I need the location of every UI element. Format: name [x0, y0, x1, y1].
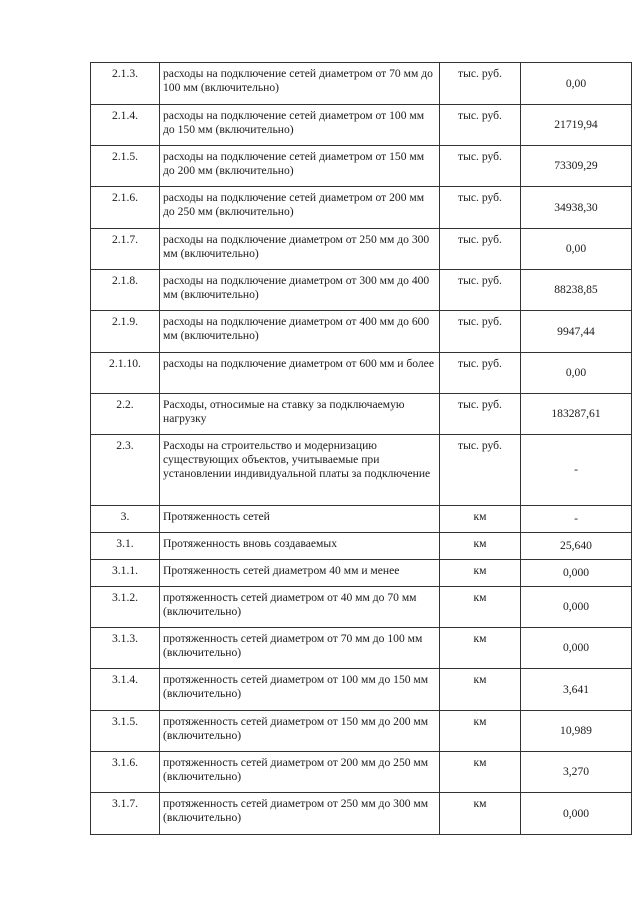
row-unit: км	[440, 506, 521, 533]
table-row	[91, 560, 632, 587]
row-name: Протяженность сетей диаметром 40 мм и менее	[160, 560, 440, 587]
row-unit: км	[440, 711, 521, 752]
row-value: 183287,61	[521, 394, 632, 435]
table-row	[91, 793, 632, 835]
row-name: расходы на подключение сетей диаметром от 100 мм до 150 мм (включительно)	[160, 105, 440, 146]
row-number: 2.1.6.	[91, 187, 160, 229]
table-row	[91, 353, 632, 394]
row-name: протяженность сетей диаметром от 150 мм до 200 мм (включительно)	[160, 711, 440, 752]
row-name: Протяженность сетей	[160, 506, 440, 533]
row-name: Расходы на строительство и модернизацию существующих объектов, учитываемые при установлении индивидуальной платы за подключение	[160, 435, 440, 506]
row-name: расходы на подключение диаметром от 300 мм до 400 мм (включительно)	[160, 270, 440, 311]
row-number: 3.1.1.	[91, 560, 160, 587]
row-unit: тыс. руб.	[440, 146, 521, 187]
row-unit: тыс. руб.	[440, 229, 521, 270]
row-number: 3.1.3.	[91, 628, 160, 669]
row-unit: тыс. руб.	[440, 311, 521, 353]
row-value: 21719,94	[521, 105, 632, 146]
row-unit: тыс. руб.	[440, 353, 521, 394]
row-unit: км	[440, 793, 521, 835]
table-row	[91, 187, 632, 229]
row-unit: тыс. руб.	[440, 105, 521, 146]
row-value: 0,000	[521, 793, 632, 835]
row-value: 0,000	[521, 628, 632, 669]
row-number: 2.2.	[91, 394, 160, 435]
row-name: расходы на подключение сетей диаметром от 150 мм до 200 мм (включительно)	[160, 146, 440, 187]
row-unit: км	[440, 560, 521, 587]
row-unit: км	[440, 587, 521, 628]
row-value: -	[521, 506, 632, 533]
row-unit: тыс. руб.	[440, 270, 521, 311]
row-name: протяженность сетей диаметром от 100 мм до 150 мм (включительно)	[160, 669, 440, 711]
table-row	[91, 146, 632, 187]
row-value: 0,000	[521, 560, 632, 587]
row-value: 0,00	[521, 63, 632, 105]
table-row	[91, 270, 632, 311]
row-name: расходы на подключение сетей диаметром от 200 мм до 250 мм (включительно)	[160, 187, 440, 229]
table-row	[91, 63, 632, 105]
table-row	[91, 533, 632, 560]
row-number: 3.1.2.	[91, 587, 160, 628]
row-value: 3,641	[521, 669, 632, 711]
row-number: 2.1.9.	[91, 311, 160, 353]
row-value: 0,00	[521, 229, 632, 270]
row-number: 2.3.	[91, 435, 160, 506]
row-value: 73309,29	[521, 146, 632, 187]
row-value: -	[521, 435, 632, 506]
row-unit: км	[440, 533, 521, 560]
row-number: 3.1.7.	[91, 793, 160, 835]
table-row	[91, 752, 632, 793]
row-name: протяженность сетей диаметром от 200 мм до 250 мм (включительно)	[160, 752, 440, 793]
row-value: 3,270	[521, 752, 632, 793]
row-number: 3.	[91, 506, 160, 533]
row-number: 3.1.6.	[91, 752, 160, 793]
row-name: протяженность сетей диаметром от 250 мм до 300 мм (включительно)	[160, 793, 440, 835]
table-row	[91, 628, 632, 669]
table-row	[91, 229, 632, 270]
row-value: 9947,44	[521, 311, 632, 353]
row-unit: км	[440, 628, 521, 669]
row-number: 3.1.	[91, 533, 160, 560]
row-name: протяженность сетей диаметром от 40 мм до 70 мм (включительно)	[160, 587, 440, 628]
row-name: расходы на подключение диаметром от 250 мм до 300 мм (включительно)	[160, 229, 440, 270]
table-row	[91, 105, 632, 146]
row-unit: тыс. руб.	[440, 187, 521, 229]
row-number: 3.1.5.	[91, 711, 160, 752]
row-value: 0,00	[521, 353, 632, 394]
row-unit: км	[440, 669, 521, 711]
row-value: 34938,30	[521, 187, 632, 229]
row-name: Протяженность вновь создаваемых	[160, 533, 440, 560]
tariff-table	[90, 62, 632, 835]
row-name: расходы на подключение диаметром от 400 мм до 600 мм (включительно)	[160, 311, 440, 353]
row-value: 88238,85	[521, 270, 632, 311]
row-value: 10,989	[521, 711, 632, 752]
row-name: Расходы, относимые на ставку за подключаемую нагрузку	[160, 394, 440, 435]
row-name: расходы на подключение сетей диаметром от 70 мм до 100 мм (включительно)	[160, 63, 440, 105]
row-number: 2.1.3.	[91, 63, 160, 105]
row-unit: тыс. руб.	[440, 63, 521, 105]
row-value: 0,000	[521, 587, 632, 628]
row-unit: тыс. руб.	[440, 394, 521, 435]
row-number: 2.1.10.	[91, 353, 160, 394]
table-row	[91, 394, 632, 435]
row-unit: км	[440, 752, 521, 793]
row-name: расходы на подключение диаметром от 600 мм и более	[160, 353, 440, 394]
row-unit: тыс. руб.	[440, 435, 521, 506]
row-value: 25,640	[521, 533, 632, 560]
row-name: протяженность сетей диаметром от 70 мм до 100 мм (включительно)	[160, 628, 440, 669]
table-row	[91, 587, 632, 628]
row-number: 2.1.7.	[91, 229, 160, 270]
row-number: 2.1.8.	[91, 270, 160, 311]
row-number: 2.1.4.	[91, 105, 160, 146]
table-row	[91, 506, 632, 533]
row-number: 2.1.5.	[91, 146, 160, 187]
table-row	[91, 435, 632, 506]
table-row	[91, 311, 632, 353]
table-body	[91, 63, 632, 835]
table-row	[91, 711, 632, 752]
table-row	[91, 669, 632, 711]
row-number: 3.1.4.	[91, 669, 160, 711]
